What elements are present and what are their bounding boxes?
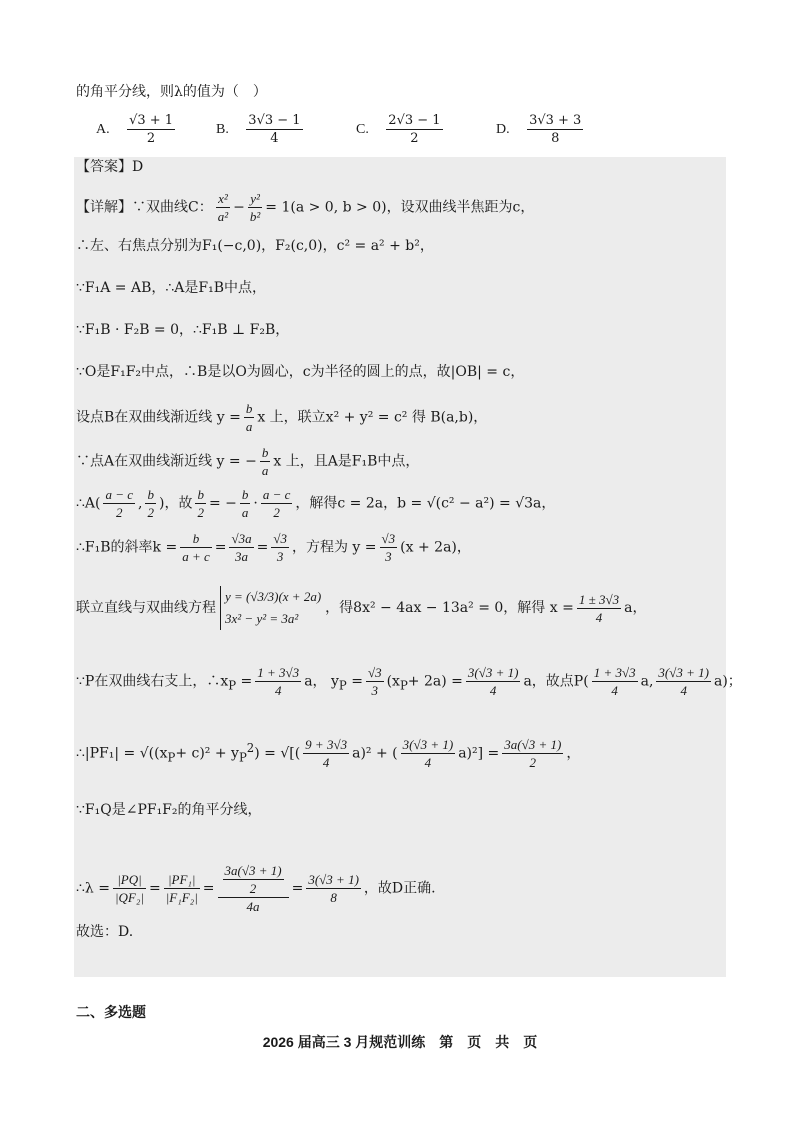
option-c: C. $\frac{2√3 - 1}{2}$ <box>356 113 441 146</box>
detail-line-1: 【详解】∵双曲线C： $\frac{\text{x²}}{\text{a²}}$ − $\frac{\text{y²}}{\text{b²}}$ = 1(a > 0, b > 0)，设双曲线半焦距为c， <box>76 191 535 224</box>
detail-line-4: ∵F₁B · F₂B = 0，∴F₁B ⊥ F₂B， <box>76 322 290 338</box>
detail-line-15: 故选：D. <box>76 924 134 940</box>
detail-line-10: 联立直线与双曲线方程 y = (√3/3)(x + 2a) 3x² − y² = 3a² ，得8x² − 4ax − 13a² = 0，解得 x = $\frac{1 \pm 3√3}{4}$ a， <box>76 586 646 630</box>
detail-line-6: 设点B在双曲线渐近线 y = $\frac{b}{a}$ x 上，联立x² + y² = c² 得 B(a,b)， <box>76 401 488 434</box>
detail-line-8: ∴A( $\frac{a - c}{2}$ , $\frac{b}{2}$ )，故 $\frac{b}{2}$ = − $\frac{b}{a}$ · $\frac{a - c}{2}$ ，解得c = 2a，b = √(c² − a²) = √3a， <box>76 487 556 520</box>
equation-system: y = (√3/3)(x + 2a) 3x² − y² = 3a² <box>220 586 321 630</box>
question-tail: 的角平分线，则λ的值为（ ） <box>76 84 267 100</box>
detail-line-11: ∵P在双曲线右支上，$\therefore x_P$ = $\frac{1 + 3√3}{4}$ a， $y_P$ = $\frac{√3}{3}$ $(x_P+ 2a)$ = $\frac{3(√3 + 1)}{4}$ a，故点P( $\frac{1 + 3√3}{4}$ a, $\frac{3(√3 + 1)}{4}$ a)； <box>76 665 742 698</box>
detail-line-2: ∴左、右焦点分别为F₁(−c,0)，F₂(c,0)，c² = a² + b²， <box>76 238 434 254</box>
detail-line-7: ∵点A在双曲线渐近线 y = − $\frac{b}{a}$ x 上，且A是F₁B中点， <box>76 445 420 478</box>
detail-line-5: ∵O是F₁F₂中点，∴B是以O为圆心，c为半径的圆上的点，故|OB| = c， <box>76 364 525 380</box>
detail-line-3: ∵F₁A = AB，∴A是F₁B中点， <box>76 280 267 296</box>
detail-line-14: ∴λ = $\frac{|PQ|}{\text{|QF₂|}}$ = $\frac{\text{|PF₁|}}{\text{|F₁F₂|}}$ = $\frac{\frac{3a(√3 + 1)}{2}}{4a}$ = $\frac{3(√3 + 1)}{8}$ ，故D正确. <box>76 863 436 914</box>
option-d: D. $\frac{3√3 + 3}{8}$ <box>496 113 582 146</box>
option-b: B. $\frac{3√3 - 1}{4}$ <box>216 113 301 146</box>
section-title: 二、多选题 <box>76 1004 146 1020</box>
detail-line-13: ∵F₁Q是∠PF₁F₂的角平分线， <box>76 802 262 818</box>
detail-line-12: ∴|PF₁| = $√((x_P+ c)^2 + y_P^2)$ = √[( $\frac{9 + 3√3}{4}$ a)² + ( $\frac{3(√3 + 1)}{4}$ a)²] = $\frac{3a(√3 + 1)}{2}$ ， <box>76 737 581 770</box>
answer-heading: 【答案】D <box>76 159 144 175</box>
page-footer: 2026 届高三 3 月规范训练 第 页 共 页 <box>262 1034 538 1050</box>
detail-line-9: ∴F₁B的斜率k = $\frac{b}{a + c}$ = $\frac{√3a}{3a}$ = $\frac{√3}{3}$ ，方程为 y = $\frac{√3}{3}$ (x + 2a)， <box>76 531 471 564</box>
option-a: A. $\frac{√3 + 1}{2}$ <box>96 113 174 146</box>
